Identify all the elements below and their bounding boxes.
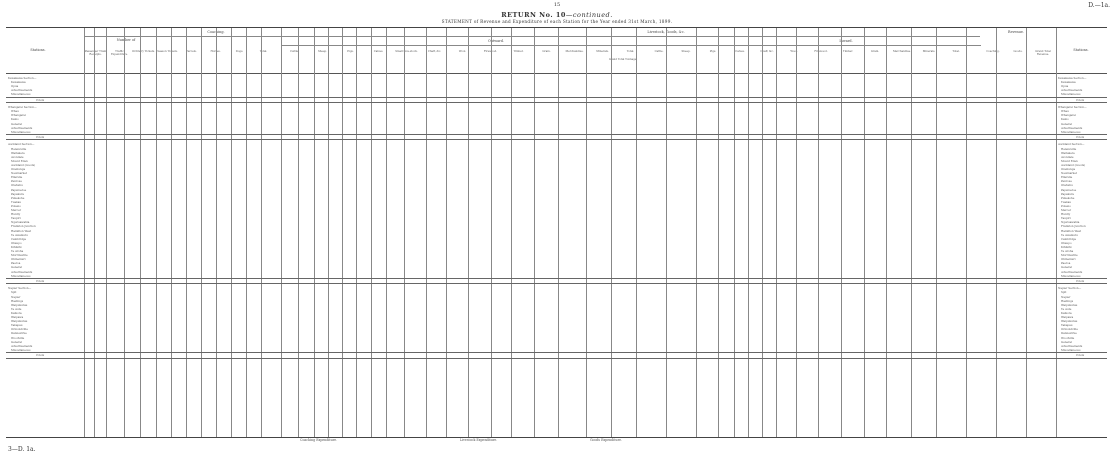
- station-name-right: Helensville: [1061, 146, 1077, 151]
- column-line: [156, 28, 157, 437]
- column-line: [534, 28, 535, 437]
- column-header: Grain.: [870, 50, 880, 53]
- column-header: Passenger Train Receipts.: [84, 50, 107, 56]
- column-header: Chaff, &c.: [427, 50, 442, 53]
- column-line: [511, 28, 512, 437]
- station-name: Waipawa: [11, 315, 24, 319]
- column-line: [171, 28, 172, 437]
- column-header: Wool.: [790, 50, 798, 53]
- column-header: Pigs.: [709, 50, 717, 53]
- station-name: Advertisements: [11, 88, 33, 93]
- column-line: [404, 28, 405, 437]
- station-name-right: Hamilton West: [1061, 228, 1082, 233]
- column-line: [281, 28, 282, 437]
- station-name: Ngaruawahia: [11, 220, 30, 225]
- column-line: [1026, 28, 1027, 437]
- column-line: [776, 28, 777, 437]
- footer-note-left: Coaching Expenditure.: [300, 438, 338, 442]
- station-name: Tuakau: [11, 199, 22, 204]
- revenue-header: Revenue.: [1008, 30, 1024, 34]
- footer-note-right: Goods Expenditure.: [590, 438, 622, 442]
- column-line: [84, 28, 85, 437]
- station-name-right: Advertisements: [1061, 343, 1083, 348]
- column-line: [636, 28, 637, 437]
- station-name: Hamilton West: [11, 228, 32, 233]
- station-name: Advertisements: [11, 125, 33, 130]
- column-line: [491, 28, 492, 437]
- section-totals-label-right: Totals: [1076, 97, 1085, 102]
- section-totals-label-right: Totals: [1076, 134, 1085, 139]
- station-name: Miscellaneous: [11, 129, 31, 134]
- grand-total-tonnage-header: Grand Total Tonnage.: [608, 58, 638, 61]
- station-name-right: Kawakawa: [1061, 80, 1076, 85]
- station-name: Mercer: [11, 208, 22, 212]
- station-name: Te Aute: [11, 306, 22, 311]
- column-header: Horses.: [210, 50, 221, 53]
- column-header: Coaching.: [986, 50, 1000, 53]
- reference-top-right: D.—1a.: [1088, 2, 1110, 9]
- station-name-right: General: [1061, 265, 1072, 270]
- station-name-right: Onehunga: [1061, 167, 1076, 171]
- station-name-right: Kaikora: [1061, 310, 1072, 315]
- station-name: General: [11, 121, 22, 126]
- station-name-right: Advertisements: [1061, 269, 1083, 274]
- totals-rule: [6, 278, 1107, 279]
- column-header: Calves.: [735, 50, 745, 53]
- column-line: [342, 28, 343, 437]
- station-name: Pukekohe: [11, 195, 25, 200]
- column-line: [1056, 28, 1057, 437]
- column-header: Goods.: [1013, 50, 1023, 53]
- column-header: Traffic Expenditure.: [110, 50, 129, 56]
- station-name-right: Ellerslie: [1061, 175, 1073, 180]
- station-name: Kamo: [11, 117, 19, 122]
- column-line: [886, 28, 887, 437]
- totals-rule: [6, 134, 1107, 135]
- station-name: Takapau: [11, 323, 23, 328]
- column-line: [966, 28, 967, 437]
- column-header: Calves.: [373, 50, 384, 53]
- station-name: Whau: [11, 109, 19, 114]
- column-header: Cattle.: [290, 50, 299, 53]
- section-separator: [6, 283, 1107, 284]
- station-name-right: Kihikihi: [1061, 244, 1072, 249]
- column-line: [261, 28, 262, 437]
- station-name-right: Advertisements: [1061, 125, 1083, 130]
- station-name: Miscellaneous: [11, 92, 31, 97]
- station-name-right: General: [1061, 339, 1072, 344]
- station-name-right: Woodville: [1061, 335, 1075, 340]
- outward-header: Outward.: [487, 39, 505, 43]
- column-header: Pigs.: [347, 50, 354, 53]
- section-totals-label: Totals: [36, 352, 45, 357]
- column-header: Chaff, &c.: [760, 50, 774, 53]
- station-name: Kawakawa: [11, 80, 26, 85]
- station-name-right: Kamo: [1061, 117, 1069, 122]
- station-name-right: Takapau: [1061, 323, 1073, 328]
- station-name-right: Papatoetoe: [1061, 187, 1077, 192]
- station-name-right: Napier: [1061, 294, 1071, 299]
- section-name-right: Napier Section—: [1058, 286, 1082, 291]
- column-line: [201, 28, 202, 437]
- station-name: Huntly: [11, 212, 21, 217]
- reference-bottom-left: 3—D. 1a.: [8, 446, 36, 453]
- station-name-right: Te Aroha: [1061, 249, 1074, 253]
- station-name-right: Avondale: [1061, 154, 1074, 159]
- station-name-right: Newmarket: [1061, 171, 1077, 176]
- section-separator: [6, 102, 1107, 103]
- section-name-right: Whangarei Section—: [1058, 105, 1087, 110]
- column-line: [106, 28, 107, 437]
- column-line: [328, 28, 329, 437]
- page-title: [0, 11, 1114, 19]
- station-name: Ellerslie: [11, 175, 23, 180]
- station-name-right: Mount Eden: [1061, 158, 1078, 163]
- column-line: [796, 28, 797, 437]
- station-name: Hastings: [11, 298, 24, 303]
- station-name-right: Miscellaneous: [1061, 129, 1081, 134]
- totals-rule: [6, 97, 1107, 98]
- station-name-right: Morrinsville: [1061, 253, 1078, 258]
- column-header: Small Live-stock.: [395, 50, 418, 53]
- station-name: Kihikihi: [11, 244, 22, 249]
- station-name: General: [11, 339, 22, 344]
- page-number: 15: [553, 2, 561, 8]
- station-name: Te Aroha: [11, 249, 24, 253]
- column-line: [666, 28, 667, 437]
- column-line: [314, 28, 315, 437]
- livestock-header: Livestock, Goods, &c.: [647, 30, 685, 34]
- column-header: Ordinary Tickets.: [132, 50, 155, 53]
- coaching-header: Coaching.: [207, 30, 225, 34]
- column-line: [216, 28, 217, 437]
- station-name: Opua: [11, 84, 19, 89]
- section-name: Kawakawa Section—: [8, 76, 37, 80]
- section-name: Napier Section—: [8, 286, 32, 291]
- station-name-right: Advertisements: [1061, 88, 1083, 93]
- column-header: Merchandise.: [893, 50, 911, 53]
- column-line: [426, 28, 427, 437]
- section-totals-label: Totals: [36, 97, 45, 102]
- section-totals-label-right: Totals: [1076, 278, 1085, 283]
- inward-header: Inward.: [839, 39, 853, 43]
- section-name: Auckland Section—: [8, 142, 35, 147]
- station-name: Napier: [11, 294, 21, 299]
- section-name-right: Auckland Section—: [1058, 142, 1085, 147]
- column-line: [371, 28, 372, 437]
- station-name-right: Huntly: [1061, 212, 1071, 217]
- column-line: [936, 28, 937, 437]
- station-name-right: Auckland (Goods): [1061, 162, 1086, 167]
- header-rule-top: [84, 36, 980, 37]
- station-name: Otahuhu: [11, 183, 23, 188]
- column-header: Grand Total Revenue.: [1035, 50, 1051, 56]
- station-name-right: Ohaupo: [1061, 240, 1072, 245]
- stations-header: Stations.: [30, 48, 46, 52]
- column-line: [586, 28, 587, 437]
- station-name: Auckland (Goods): [11, 162, 36, 167]
- column-line: [696, 28, 697, 437]
- station-name-right: Opua: [1061, 84, 1069, 89]
- column-line: [246, 28, 247, 437]
- station-name-right: Paeroa: [1061, 261, 1071, 266]
- station-name-right: Pokeno: [1061, 203, 1071, 208]
- station-name: Waitakere: [11, 150, 25, 155]
- station-name-right: Whau: [1061, 109, 1069, 114]
- column-header: Merchandise.: [565, 50, 584, 53]
- column-header: Cattle.: [654, 50, 664, 53]
- station-name-right: Spit: [1061, 290, 1067, 295]
- station-name-right: Ormondville: [1061, 327, 1078, 332]
- station-name-right: Ohinemuri: [1061, 257, 1076, 262]
- column-line: [864, 28, 865, 437]
- station-name-right: Waitakere: [1061, 150, 1075, 155]
- station-name: Ohaupo: [11, 240, 22, 245]
- station-name: Papatoetoe: [11, 187, 27, 192]
- stations-right-header: Stations.: [1073, 48, 1089, 52]
- station-name: Ormondville: [11, 327, 28, 332]
- station-name: Mount Eden: [11, 158, 28, 163]
- column-line: [558, 28, 559, 437]
- station-name-right: Hastings: [1061, 298, 1074, 303]
- column-line: [356, 28, 357, 437]
- column-line: [231, 28, 232, 437]
- station-name-right: Otahuhu: [1061, 183, 1073, 188]
- station-name-right: Miscellaneous: [1061, 273, 1081, 278]
- column-line: [124, 28, 125, 437]
- station-name-right: Waipukurau: [1061, 319, 1078, 324]
- section-separator: [6, 139, 1107, 140]
- station-name: Miscellaneous: [11, 347, 31, 352]
- column-header: Timber.: [513, 50, 524, 53]
- section-totals-label: Totals: [36, 134, 45, 139]
- station-name: Miscellaneous: [11, 273, 31, 278]
- column-header: Sheep.: [317, 50, 327, 53]
- station-name-right: Cambridge: [1061, 236, 1077, 241]
- station-name-right: Waipawa: [1061, 315, 1074, 319]
- column-line: [611, 28, 612, 437]
- section-totals-label: Totals: [36, 278, 45, 283]
- column-line: [841, 28, 842, 437]
- column-line: [386, 28, 387, 437]
- station-name-right: General: [1061, 121, 1072, 126]
- column-header: Parcels.: [186, 50, 197, 53]
- station-name-right: Te Aute: [1061, 306, 1072, 311]
- station-name-right: Frankton Junction: [1061, 224, 1086, 229]
- station-name: Waipukurau: [11, 302, 28, 307]
- column-header: Minerals.: [922, 50, 936, 53]
- title-main: RETURN No. 10: [501, 11, 566, 19]
- station-name-right: Pukekohe: [1061, 195, 1075, 200]
- column-line: [446, 28, 447, 437]
- column-header: Firewood.: [814, 50, 828, 53]
- station-name: Woodville: [11, 335, 25, 340]
- column-header: Firewood.: [483, 50, 498, 53]
- station-name: Advertisements: [11, 269, 33, 274]
- station-name-right: Te Awamutu: [1061, 232, 1078, 237]
- column-header: Sheep.: [681, 50, 691, 53]
- station-name: Ohinemuri: [11, 257, 26, 262]
- station-name: Newmarket: [11, 171, 27, 176]
- section-totals-label-right: Totals: [1076, 352, 1085, 357]
- station-name: Spit: [11, 290, 17, 295]
- totals-rule: [6, 352, 1107, 353]
- station-name-right: Papakura: [1061, 191, 1074, 196]
- station-name: Papakura: [11, 191, 24, 196]
- section-separator: [6, 358, 1107, 359]
- station-name: Cambridge: [11, 236, 27, 241]
- column-line: [718, 28, 719, 437]
- station-name-right: Dannevirke: [1061, 331, 1077, 336]
- station-name: Onehunga: [11, 167, 26, 171]
- station-name-right: Miscellaneous: [1061, 92, 1081, 97]
- station-name: Penrose: [11, 179, 22, 184]
- station-name-right: Ngaruawahia: [1061, 220, 1080, 225]
- station-name: Dannevirke: [11, 331, 27, 336]
- station-name: Kaikora: [11, 310, 22, 315]
- footer-note-mid: Livestock Expenditure.: [460, 438, 498, 442]
- station-name: Avondale: [11, 154, 24, 159]
- column-header: Season Tickets.: [157, 50, 178, 53]
- station-name: Morrinsville: [11, 253, 28, 258]
- station-name: General: [11, 265, 22, 270]
- station-name-right: Whangarei: [1061, 113, 1076, 118]
- station-name: Te Awamutu: [11, 232, 28, 237]
- column-line: [762, 28, 763, 437]
- column-line: [996, 28, 997, 437]
- station-name-right: Taupiri: [1061, 216, 1071, 221]
- column-header: Total.: [626, 50, 635, 53]
- station-name: Pokeno: [11, 203, 21, 208]
- page-subtitle: STATEMENT of Revenue and Expenditure of each Station for the Year ended 31st March, 1899.: [441, 19, 673, 24]
- column-header: Grain.: [542, 50, 551, 53]
- station-name-right: Tuakau: [1061, 199, 1072, 204]
- column-header: Total.: [259, 50, 268, 53]
- station-name: Taupiri: [11, 216, 21, 221]
- column-line: [911, 28, 912, 437]
- statement-table: [6, 27, 1107, 438]
- column-line: [186, 28, 187, 437]
- column-line: [140, 28, 141, 437]
- station-name: Helensville: [11, 146, 27, 151]
- column-line: [818, 28, 819, 437]
- column-line: [734, 28, 735, 437]
- column-line: [94, 28, 95, 437]
- station-name: Waipukurau: [11, 319, 28, 324]
- station-name: Advertisements: [11, 343, 33, 348]
- number-of-header: Number of: [116, 38, 136, 42]
- column-header: Minerals.: [596, 50, 609, 53]
- column-header: Timber.: [843, 50, 853, 53]
- title-suffix: —continued.: [565, 11, 613, 19]
- column-header: Dogs.: [235, 50, 244, 53]
- column-line: [468, 28, 469, 437]
- station-name: Paeroa: [11, 261, 21, 266]
- column-line: [748, 28, 749, 437]
- station-name-right: Waipukurau: [1061, 302, 1078, 307]
- section-name-right: Kawakawa Section—: [1058, 76, 1087, 80]
- station-name: Frankton Junction: [11, 224, 36, 229]
- column-line: [298, 28, 299, 437]
- station-name-right: Mercer: [1061, 208, 1072, 212]
- column-header: Total.: [952, 50, 960, 53]
- station-name-right: Penrose: [1061, 179, 1072, 184]
- station-name-right: Miscellaneous: [1061, 347, 1081, 352]
- section-name: Whangarei Section—: [8, 105, 37, 110]
- column-header: Wool.: [458, 50, 467, 53]
- station-name: Whangarei: [11, 113, 26, 118]
